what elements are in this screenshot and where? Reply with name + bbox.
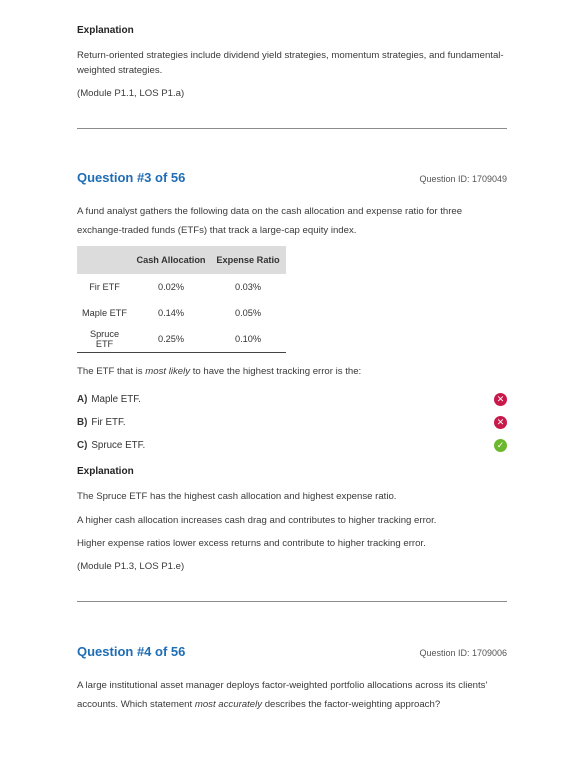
explanation-heading: Explanation xyxy=(77,466,134,477)
question-title: Question #3 of 56 xyxy=(77,170,186,185)
check-circle-icon: ✓ xyxy=(494,439,507,452)
option-text: Spruce ETF. xyxy=(91,440,146,451)
question-prompt xyxy=(77,364,361,379)
table-cell: Maple ETF xyxy=(82,308,127,318)
question-title: Question #4 of 56 xyxy=(77,644,186,659)
question-stem xyxy=(77,676,507,714)
table-header-row xyxy=(77,246,286,274)
explanation-line: A higher cash allocation increases cash drag and contributes to higher tracking error. xyxy=(77,515,437,526)
stem-text: A large institutional asset manager deploys factor-weighted portfolio allocations across its clients' accounts. Which statement xyxy=(77,680,488,710)
table-row xyxy=(77,274,286,300)
table-cell: 0.02% xyxy=(157,282,185,292)
table-row xyxy=(77,300,286,326)
x-circle-icon: ✕ xyxy=(494,393,507,406)
stem-text: describes the factor-weighting approach? xyxy=(262,699,441,710)
etf-data-table xyxy=(77,246,286,353)
table-header-cell: Expense Ratio xyxy=(210,246,286,274)
table-cell: 0.10% xyxy=(210,326,286,353)
prompt-text: to have the highest tracking error is the: xyxy=(190,366,362,377)
divider xyxy=(77,601,507,602)
question-header xyxy=(77,644,507,659)
table-cell: 0.05% xyxy=(234,308,262,318)
answer-option-b[interactable] xyxy=(77,411,507,434)
question-header xyxy=(77,170,507,185)
answer-options xyxy=(77,388,507,457)
explanation-ref: (Module P1.3, LOS P1.e) xyxy=(77,561,185,572)
explanation-line: Higher expense ratios lower excess returns and contribute to higher tracking error. xyxy=(77,538,426,549)
table-cell: Fir ETF xyxy=(89,282,120,292)
option-letter: B) xyxy=(77,417,88,428)
stem-emphasis: most accurately xyxy=(194,699,263,710)
prev-explanation-ref: (Module P1.1, LOS P1.a) xyxy=(77,88,185,99)
table-cell: Spruce ETF xyxy=(77,326,132,353)
option-letter: A) xyxy=(77,394,88,405)
question-id: Question ID: 1709006 xyxy=(419,648,507,658)
question-id: Question ID: 1709049 xyxy=(419,174,507,184)
option-text: Maple ETF. xyxy=(91,394,141,405)
answer-option-c[interactable] xyxy=(77,434,507,457)
answer-option-a[interactable] xyxy=(77,388,507,411)
option-letter: C) xyxy=(77,440,88,451)
table-cell: 0.14% xyxy=(157,308,185,318)
table-header-cell: Cash Allocation xyxy=(132,246,210,274)
question-stem: A fund analyst gathers the following data on the cash allocation and expense ratio for three exchange-traded funds (ETFs) that track a large-cap equity index. xyxy=(77,206,463,236)
prev-explanation-text: Return-oriented strategies include dividend yield strategies, momentum strategies, and fundamental-weighted strategies. xyxy=(77,50,504,76)
x-circle-icon: ✕ xyxy=(494,416,507,429)
prev-explanation-heading: Explanation xyxy=(77,25,134,36)
prompt-emphasis: most likely xyxy=(145,366,191,377)
explanation-line: The Spruce ETF has the highest cash allocation and highest expense ratio. xyxy=(77,491,397,502)
divider xyxy=(77,128,507,129)
table-cell: 0.25% xyxy=(132,326,210,353)
table-cell: 0.03% xyxy=(234,282,262,292)
table-header-cell xyxy=(77,246,132,274)
prompt-text: The ETF that is xyxy=(77,366,146,377)
table-row xyxy=(77,326,286,353)
option-text: Fir ETF. xyxy=(91,417,126,428)
